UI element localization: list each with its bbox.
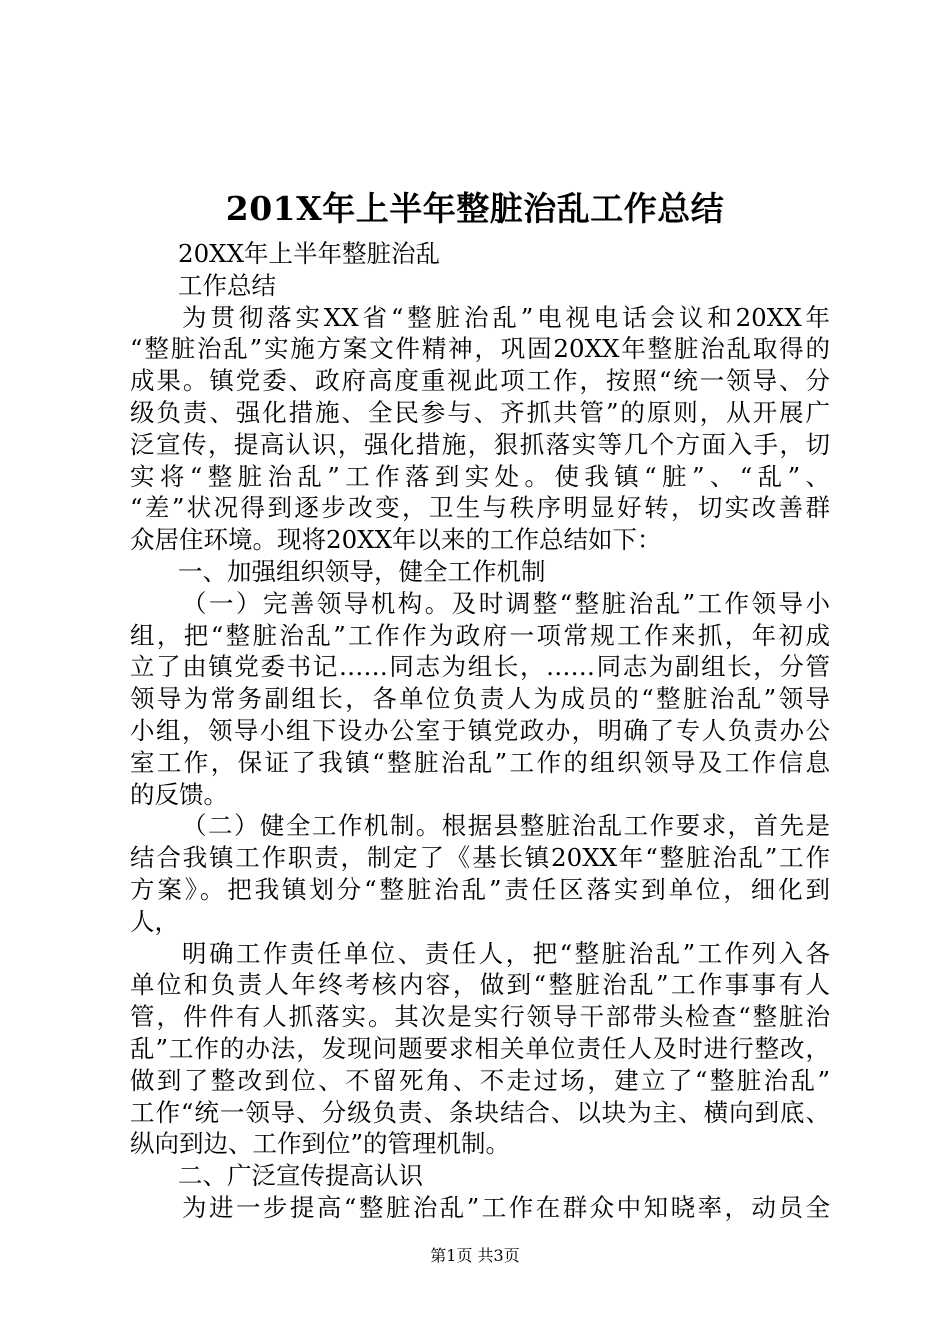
text-line: 的反馈。 xyxy=(130,779,228,809)
text-line: 室工作，保证了我镇“整脏治乱”工作的组织领导及工作信息 xyxy=(130,747,830,777)
document-body xyxy=(130,238,830,1224)
text-line: 二、广泛宣传提高认识 xyxy=(178,1161,423,1191)
text-line: 领导为常务副组长，各单位负责人为成员的“整脏治乱”领导 xyxy=(130,684,830,714)
text-line: 方案》。把我镇划分“整脏治乱”责任区落实到单位，细化到 xyxy=(130,874,830,904)
text-line: 众居住环境。现将20XX年以来的工作总结如下： xyxy=(130,525,662,555)
text-line: “整脏治乱”实施方案文件精神，巩固20XX年整脏治乱取得的 xyxy=(130,334,830,364)
text-line: （一）完善领导机构。及时调整“整脏治乱”工作领导小 xyxy=(182,588,830,618)
text-line: （二）健全工作机制。根据县整脏治乱工作要求，首先是 xyxy=(182,811,830,841)
text-line: 为贯彻落实XX省“整脏治乱”电视电话会议和20XX年 xyxy=(182,302,830,332)
text-line: 单位和负责人年终考核内容，做到“整脏治乱”工作事事有人 xyxy=(130,970,830,1000)
text-line: 工作“统一领导、分级负责、条块结合、以块为主、横向到底、 xyxy=(130,1097,830,1127)
text-line: 泛宣传，提高认识，强化措施，狠抓落实等几个方面入手，切 xyxy=(130,429,830,459)
text-line: “差”状况得到逐步改变，卫生与秩序明显好转，切实改善群 xyxy=(130,493,830,523)
text-line: 为进一步提高“整脏治乱”工作在群众中知晓率，动员全 xyxy=(182,1192,830,1222)
text-line: 结合我镇工作职责，制定了《基长镇20XX年“整脏治乱”工作 xyxy=(130,843,830,873)
text-line: 小组，领导小组下设办公室于镇党政办，明确了专人负责办公 xyxy=(130,715,830,745)
text-line: 乱”工作的办法，发现问题要求相关单位责任人及时进行整改， xyxy=(130,1033,830,1063)
text-line: 组，把“整脏治乱”工作作为政府一项常规工作来抓，年初成 xyxy=(130,620,830,650)
page-footer: 第1页 共3页 xyxy=(430,1246,520,1265)
text-line: 成果。镇党委、政府高度重视此项工作，按照“统一领导、分 xyxy=(130,366,830,396)
text-line: 管，件件有人抓落实。其次是实行领导干部带头检查“整脏治 xyxy=(130,1002,830,1032)
text-line: 立了由镇党委书记……同志为组长，……同志为副组长，分管 xyxy=(130,652,830,682)
text-line: 实将“整脏治乱”工作落到实处。使我镇“脏”、“乱”、 xyxy=(130,461,830,491)
text-line: 纵向到边、工作到位”的管理机制。 xyxy=(130,1129,511,1159)
text-line: 明确工作责任单位、责任人，把“整脏治乱”工作列入各 xyxy=(182,938,830,968)
text-line: 20XX年上半年整脏治乱 xyxy=(178,239,441,268)
text-line: 工作总结 xyxy=(178,270,276,300)
text-line: 做到了整改到位、不留死角、不走过场，建立了“整脏治乱” xyxy=(130,1065,830,1095)
text-line: 级负责、强化措施、全民参与、齐抓共管”的原则，从开展广 xyxy=(130,397,830,427)
document-title: 201X年上半年整脏治乱工作总结 xyxy=(225,189,725,228)
text-line: 一、加强组织领导，健全工作机制 xyxy=(178,556,546,586)
text-line: 人， xyxy=(130,906,179,936)
